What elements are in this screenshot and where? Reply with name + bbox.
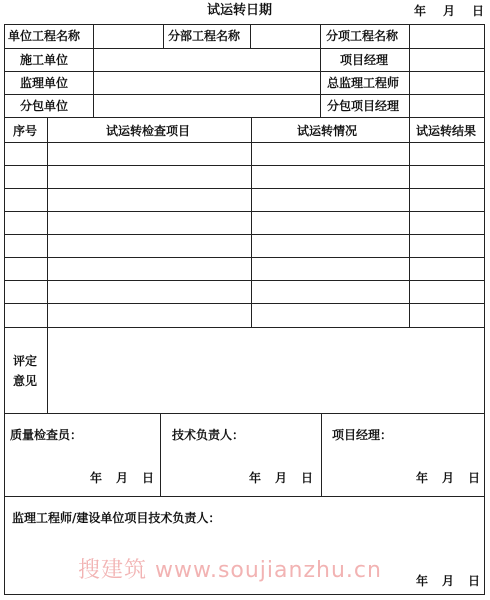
project-manager-label: 项目经理	[340, 53, 389, 67]
form-title: 试运转日期	[207, 3, 273, 18]
col-line	[320, 24, 321, 118]
header-day: 日	[472, 4, 485, 18]
sign-date-day: 日	[468, 574, 481, 588]
row-line	[4, 165, 485, 166]
col-header-no: 序号	[13, 124, 38, 138]
sign-date-day: 日	[142, 471, 155, 485]
row-line	[4, 413, 485, 414]
row-line	[4, 71, 485, 72]
row-line	[4, 280, 485, 281]
row-line	[4, 211, 485, 212]
row-line	[4, 234, 485, 235]
sign-date-month: 月	[442, 574, 455, 588]
project-manager-sign-label: 项目经理：	[332, 428, 393, 442]
sign-date-day: 日	[301, 471, 314, 485]
sub-part-name-label: 分部工程名称	[168, 29, 241, 43]
row-line	[4, 117, 485, 118]
row-line	[4, 257, 485, 258]
col-header-status: 试运转情况	[297, 124, 358, 138]
sub-item-name-label: 分项工程名称	[326, 29, 399, 43]
quality-inspector-label: 质量检查员：	[10, 428, 83, 442]
col-line	[163, 24, 164, 48]
tech-lead-label: 技术负责人：	[172, 428, 245, 442]
sign-date-day: 日	[468, 471, 481, 485]
row-line	[4, 188, 485, 189]
chief-supervisor-label: 总监理工程师	[327, 76, 400, 90]
row-line	[4, 303, 485, 304]
col-line	[250, 24, 251, 48]
supervision-unit-label: 监理单位	[20, 76, 69, 90]
unit-project-name-label: 单位工程名称	[8, 29, 81, 43]
sign-date-year: 年	[416, 471, 429, 485]
col-header-items: 试运转检查项目	[106, 124, 191, 138]
row-line	[4, 142, 485, 143]
col-line	[409, 24, 410, 118]
sign-date-month: 月	[275, 471, 288, 485]
sign-date-year: 年	[90, 471, 103, 485]
col-line	[160, 413, 161, 496]
col-header-result: 试运转结果	[416, 124, 477, 138]
sign-date-month: 月	[116, 471, 129, 485]
form-frame	[4, 24, 485, 595]
evaluation-label-line2: 意见	[13, 374, 38, 388]
col-line	[47, 117, 48, 413]
evaluation-label-line1: 评定	[13, 354, 38, 368]
sign-date-month: 月	[442, 471, 455, 485]
watermark: 搜建筑 www.soujianzhu.cn	[78, 558, 382, 583]
col-line	[321, 413, 322, 496]
header-year: 年	[414, 4, 427, 18]
supervisor-label: 监理工程师/建设单位项目技术负责人：	[12, 511, 221, 525]
subcontract-manager-label: 分包项目经理	[327, 99, 400, 113]
sign-date-year: 年	[416, 574, 429, 588]
col-line	[93, 24, 94, 118]
header-month: 月	[443, 4, 456, 18]
row-line	[4, 48, 485, 49]
row-line	[4, 327, 485, 328]
subcontract-unit-label: 分包单位	[20, 99, 69, 113]
col-line	[251, 117, 252, 327]
sign-date-year: 年	[249, 471, 262, 485]
row-line	[4, 94, 485, 95]
row-line	[4, 496, 485, 497]
col-line	[409, 117, 410, 327]
construction-unit-label: 施工单位	[20, 53, 69, 67]
